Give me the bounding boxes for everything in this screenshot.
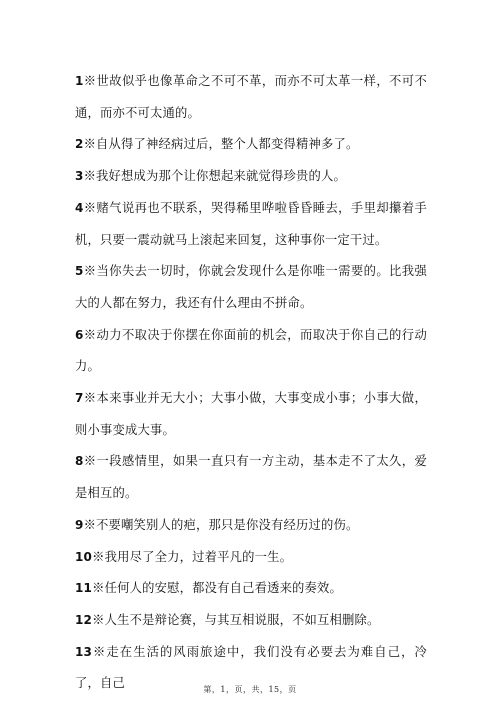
item-number: 3: [75, 169, 84, 184]
item-text: ※走在生活的风雨旅途中，我们没有必要去为难自己，冷了，自己: [75, 644, 427, 691]
item-number: 2: [75, 137, 84, 152]
item-text: ※自从得了神经病过后，整个人都变得精神多了。: [83, 137, 359, 152]
list-item: [75, 320, 427, 383]
item-text: ※我用尽了全力，过着平凡的一生。: [92, 549, 293, 564]
item-text: ※不要嘲笑别人的疤，那只是你没有经历过的伤。: [83, 517, 359, 532]
item-number: 11: [75, 581, 93, 596]
quote-list: [75, 66, 427, 700]
item-text: ※我好想成为那个让你想起来就觉得珍贵的人。: [83, 169, 346, 184]
list-item: [75, 129, 427, 161]
item-number: 9: [75, 517, 84, 532]
list-item: [75, 573, 427, 605]
item-number: 12: [75, 612, 93, 627]
item-number: 5: [75, 264, 84, 279]
item-number: 7: [75, 391, 84, 406]
list-item: [75, 161, 427, 193]
item-text: ※当你失去一切时，你就会发现什么是你唯一需要的。比我强大的人都在努力，我还有什么理由不拼命。: [75, 264, 427, 310]
list-item: [75, 510, 427, 542]
list-item: [75, 256, 427, 319]
item-text: ※本来事业并无大小；大事小做，大事变成小事；小事大做，则小事变成大事。: [75, 391, 427, 437]
list-item: [75, 383, 427, 446]
item-number: 4: [75, 200, 84, 215]
item-number: 1: [75, 74, 84, 88]
list-item: [75, 193, 427, 256]
item-text: ※人生不是辩论赛，与其互相说服，不如互相删除。: [92, 612, 380, 627]
item-text: ※动力不取决于你摆在你面前的机会，而取决于你自己的行动力。: [75, 327, 427, 374]
item-number: 8: [75, 454, 84, 469]
item-number: 13: [75, 644, 93, 659]
item-text: ※一段感情里，如果一直只有一方主动，基本走不了太久，爱是相互的。: [75, 454, 427, 501]
item-text: ※任何人的安慰，都没有自己看透来的奏效。: [92, 581, 343, 596]
list-item: [75, 446, 427, 509]
page-footer: 第，1，页，共，15，页: [203, 685, 297, 694]
item-text: ※赌气说再也不联系，哭得稀里哗啦昏昏睡去，手里却攥着手机，只要一震动就马上滚起来回复，这种事你一定干过。: [75, 200, 427, 247]
list-item: [75, 605, 427, 637]
list-item: [75, 66, 427, 129]
item-number: 10: [75, 549, 93, 564]
item-text: ※世故似乎也像革命之不可不革，而亦不可太革一样，不可不通，而亦不可太通的。: [75, 74, 427, 120]
list-item: [75, 542, 427, 574]
item-number: 6: [75, 327, 84, 342]
